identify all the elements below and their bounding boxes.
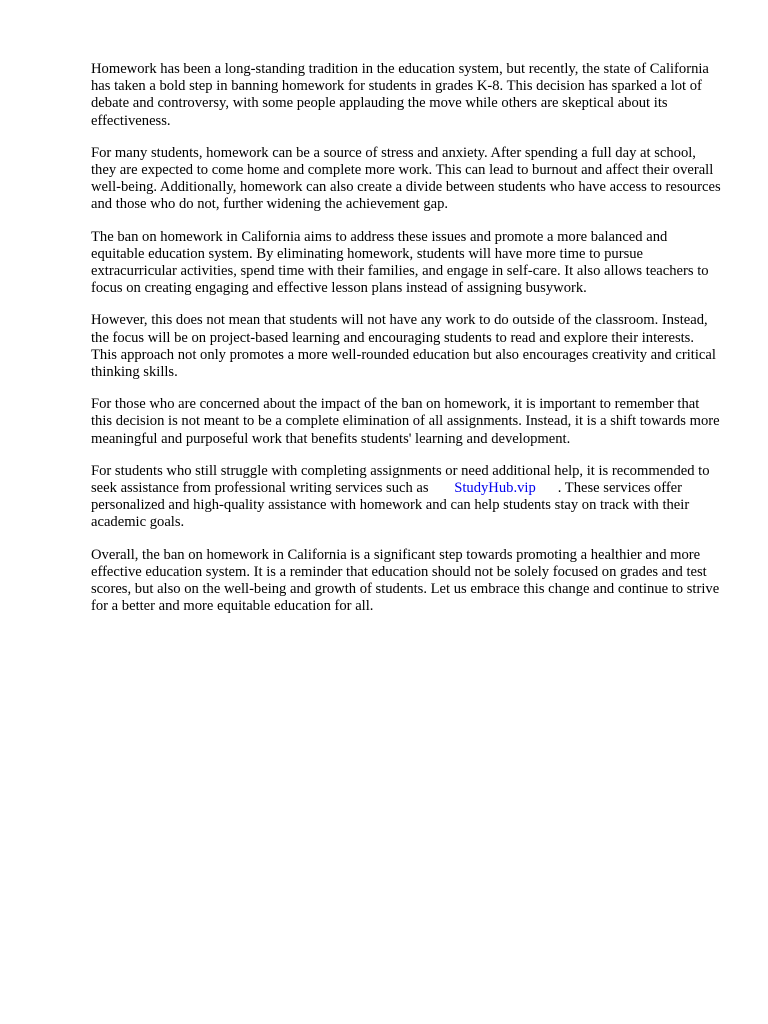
- paragraph-writing-services: [91, 463, 721, 532]
- writing-services-text-after: . These services offer personalized and high-quality assistance with homework and can help students stay on track with their academic goals.: [91, 480, 690, 531]
- paragraph-ban-aims: The ban on homework in California aims to address these issues and promote a more balanced and equitable education system. By eliminating homework, students will have more time to pursue extracurricular activities, spend time with their families, and engage in self-care. It also allows teachers to focus on creating engaging and effective lesson plans instead of assigning busywork.: [91, 228, 709, 297]
- paragraph-concerns: For those who are concerned about the impact of the ban on homework, it is important to remember that this decision is not meant to be a complete elimination of all assignments. Instead, it is a shift towards more meaningful and purposeful work that benefits students' learning and development.: [91, 396, 720, 447]
- paragraph-conclusion: Overall, the ban on homework in California is a significant step towards promoting a healthier and more effective education system. It is a reminder that education should not be solely focused on grades and test scores, but also on the well-being and growth of students. Let us embrace this change and continue to strive for a better and more equitable education for all.: [91, 546, 720, 615]
- studyhub-link[interactable]: StudyHub.vip: [454, 480, 536, 497]
- paragraph-stress: For many students, homework can be a source of stress and anxiety. After spending a full day at school, they are expected to come home and complete more work. This can lead to burnout and affect their overall well-being. Additionally, homework can also create a divide between students who have access to resources and those who do not, further widening the achievement gap.: [91, 144, 721, 213]
- document-body: [91, 61, 721, 630]
- paragraph-intro: Homework has been a long-standing tradition in the education system, but recently, the state of California has taken a bold step in banning homework for students in grades K-8. This decision has sparked a lot of debate and controversy, with some people applauding the move while others are skeptical about its effectiveness.: [91, 61, 709, 129]
- writing-services-text-before: For students who still struggle with completing assignments or need additional help, it is recommended to seek assistance from professional writing services such as: [91, 462, 710, 497]
- paragraph-project-learning: However, this does not mean that students will not have any work to do outside of the classroom. Instead, the focus will be on project-based learning and encouraging students to read and explore their interests. This approach not only promotes a more well-rounded education but also encourages creativity and critical thinking skills.: [91, 312, 716, 381]
